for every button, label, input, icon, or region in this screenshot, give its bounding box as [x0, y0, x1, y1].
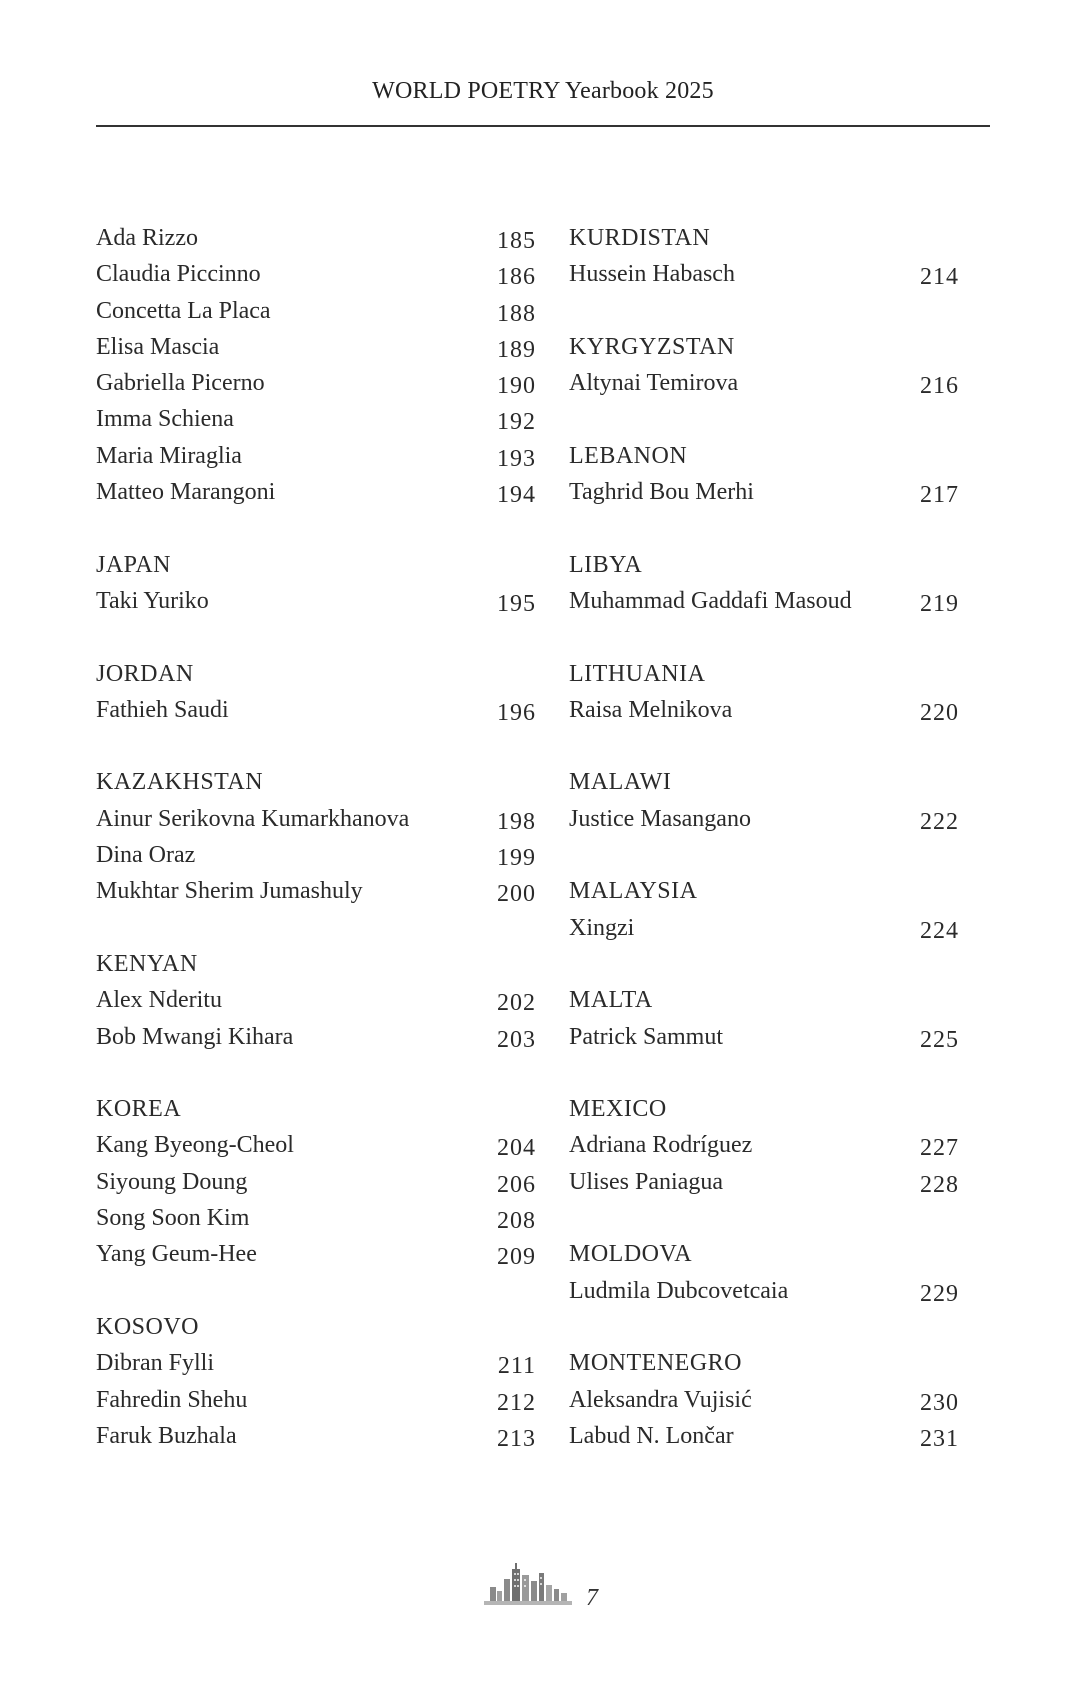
toc-entry — [96, 1382, 536, 1418]
page-ref: 190 — [497, 373, 536, 400]
toc-entry — [96, 365, 536, 401]
page-ref: 209 — [497, 1244, 536, 1271]
country-heading — [96, 656, 536, 692]
toc-entry — [96, 982, 536, 1018]
poet-name: Ludmila Dubcovetcaia — [569, 1277, 789, 1304]
poet-name: Taki Yuriko — [96, 587, 209, 614]
country-name: LEBANON — [569, 442, 688, 469]
spacer — [569, 946, 959, 982]
poet-name: Raisa Melnikova — [569, 696, 733, 723]
spacer — [569, 1200, 959, 1236]
page-ref: 204 — [497, 1135, 536, 1162]
page-ref: 192 — [497, 409, 536, 436]
toc-entry — [569, 583, 959, 619]
poet-name: Mukhtar Sherim Jumashuly — [96, 878, 363, 905]
page-ref: 217 — [920, 482, 959, 509]
page-ref: 225 — [920, 1026, 959, 1053]
toc-entry — [569, 692, 959, 728]
poet-name: Gabriella Picerno — [96, 370, 265, 397]
poet-name: Xingzi — [569, 914, 635, 941]
spacer — [569, 1309, 959, 1345]
poet-name: Aleksandra Vujisić — [569, 1386, 752, 1413]
poet-name: Matteo Marangoni — [96, 479, 276, 506]
spacer — [569, 510, 959, 546]
country-name: MONTENEGRO — [569, 1350, 742, 1377]
poet-name: Kang Byeong-Cheol — [96, 1132, 294, 1159]
page-ref: 214 — [920, 264, 959, 291]
page-ref: 219 — [920, 590, 959, 617]
page-number: 7 — [586, 1585, 598, 1611]
page-ref: 230 — [920, 1389, 959, 1416]
page-footer — [482, 1555, 612, 1625]
page-ref: 199 — [497, 845, 536, 872]
poet-name: Ada Rizzo — [96, 225, 198, 251]
toc-entry — [569, 801, 959, 837]
country-name: KYRGYZSTAN — [569, 333, 735, 360]
page-ref: 194 — [497, 482, 536, 509]
toc-entry — [96, 220, 536, 256]
toc-entry — [96, 583, 536, 619]
country-heading — [569, 1091, 959, 1127]
page-ref: 216 — [920, 373, 959, 400]
page-ref: 208 — [497, 1208, 536, 1235]
toc-entry — [569, 1164, 959, 1200]
spacer — [96, 619, 536, 655]
poet-name: Maria Miraglia — [96, 442, 242, 469]
country-heading — [569, 329, 959, 365]
page-ref: 228 — [920, 1171, 959, 1198]
country-heading — [96, 1309, 536, 1345]
toc-left-column — [96, 220, 536, 1454]
country-name: KURDISTAN — [569, 225, 711, 251]
country-heading — [569, 873, 959, 909]
page-ref: 211 — [497, 1353, 536, 1380]
header-rule — [96, 125, 990, 127]
country-name: MOLDOVA — [569, 1241, 693, 1268]
page-ref: 202 — [497, 990, 536, 1017]
poet-name: Labud N. Lončar — [569, 1422, 734, 1449]
toc-entry — [569, 1418, 959, 1454]
country-name: MALAWI — [569, 769, 672, 796]
page-ref: 229 — [920, 1280, 959, 1307]
poet-name: Yang Geum-Hee — [96, 1241, 257, 1268]
country-heading — [569, 764, 959, 800]
page-ref: 198 — [497, 808, 536, 835]
toc-entry — [569, 1019, 959, 1055]
country-heading — [569, 1345, 959, 1381]
toc-entry — [569, 1127, 959, 1163]
spacer — [569, 728, 959, 764]
page-ref: 213 — [497, 1425, 536, 1452]
toc-entry — [569, 910, 959, 946]
poet-name: Alex Nderitu — [96, 987, 222, 1014]
poet-name: Elisa Mascia — [96, 333, 220, 360]
poet-name: Adriana Rodríguez — [569, 1132, 753, 1159]
poet-name: Concetta La Placa — [96, 297, 271, 324]
poet-name: Altynai Temirova — [569, 370, 739, 397]
country-heading — [96, 946, 536, 982]
country-heading — [96, 547, 536, 583]
poet-name: Hussein Habasch — [569, 261, 735, 288]
page-ref: 185 — [497, 228, 536, 254]
toc-entry — [569, 1382, 959, 1418]
poet-name: Claudia Piccinno — [96, 261, 261, 288]
page-ref: 224 — [920, 917, 959, 944]
toc-entry — [96, 1345, 536, 1381]
toc-entry — [96, 438, 536, 474]
toc-entry — [96, 1019, 536, 1055]
toc-entry — [96, 1418, 536, 1454]
country-heading — [96, 1091, 536, 1127]
country-name: KOSOVO — [96, 1313, 200, 1340]
toc-entry — [569, 1273, 959, 1309]
poet-name: Muhammad Gaddafi Masoud — [569, 587, 852, 614]
running-header: WORLD POETRY Yearbook 2025 — [372, 78, 714, 104]
poet-name: Ainur Serikovna Kumarkhanova — [96, 805, 410, 832]
country-heading — [569, 438, 959, 474]
toc-entry — [569, 474, 959, 510]
country-name: JAPAN — [96, 551, 171, 578]
page-ref: 227 — [920, 1135, 959, 1162]
toc-entry — [96, 474, 536, 510]
poet-name: Patrick Sammut — [569, 1023, 723, 1050]
country-name: LITHUANIA — [569, 660, 706, 687]
page-ref: 188 — [497, 300, 536, 327]
country-name: MEXICO — [569, 1096, 667, 1123]
country-heading — [569, 656, 959, 692]
country-heading — [569, 547, 959, 583]
toc-entry — [96, 837, 536, 873]
toc-entry — [96, 1127, 536, 1163]
spacer — [96, 510, 536, 546]
toc-entry — [96, 873, 536, 909]
poet-name: Song Soon Kim — [96, 1205, 250, 1232]
spacer — [96, 1273, 536, 1309]
poet-name: Bob Mwangi Kihara — [96, 1023, 294, 1050]
poet-name: Ulises Paniagua — [569, 1168, 723, 1195]
country-name: MALTA — [569, 987, 653, 1014]
page-ref: 189 — [497, 336, 536, 363]
page-ref: 196 — [497, 699, 536, 726]
country-name: KAZAKHSTAN — [96, 769, 264, 796]
page-ref: 222 — [920, 808, 959, 835]
toc-entry — [96, 801, 536, 837]
spacer — [96, 728, 536, 764]
page-ref: 220 — [920, 699, 959, 726]
toc-entry — [96, 256, 536, 292]
page-ref: 212 — [497, 1389, 536, 1416]
spacer — [569, 619, 959, 655]
page-ref: 193 — [497, 445, 536, 472]
poet-name: Siyoung Doung — [96, 1168, 248, 1195]
spacer — [96, 1055, 536, 1091]
page-ref: 195 — [497, 590, 536, 617]
page-ref: 203 — [497, 1026, 536, 1053]
toc-entry — [96, 1164, 536, 1200]
country-heading — [569, 220, 959, 256]
page-ref: 186 — [497, 264, 536, 291]
country-heading — [569, 982, 959, 1018]
spacer — [569, 293, 959, 329]
spacer — [569, 837, 959, 873]
toc-entry — [96, 293, 536, 329]
poet-name: Imma Schiena — [96, 406, 234, 433]
toc-entry — [96, 1200, 536, 1236]
toc-entry — [96, 692, 536, 728]
poet-name: Fahredin Shehu — [96, 1386, 248, 1413]
country-name: KENYAN — [96, 950, 198, 977]
poet-name: Fathieh Saudi — [96, 696, 229, 723]
poet-name: Taghrid Bou Merhi — [569, 479, 754, 506]
toc-right-column — [569, 220, 959, 1454]
toc-entry — [569, 365, 959, 401]
country-name: LIBYA — [569, 551, 643, 578]
page-ref: 206 — [497, 1171, 536, 1198]
spacer — [96, 910, 536, 946]
page-ref: 200 — [497, 881, 536, 908]
toc-entry — [96, 1236, 536, 1272]
country-name: KOREA — [96, 1096, 182, 1123]
poet-name: Dina Oraz — [96, 842, 196, 869]
country-name: JORDAN — [96, 660, 194, 687]
poet-name: Faruk Buzhala — [96, 1422, 237, 1449]
country-heading — [569, 1236, 959, 1272]
toc-entry — [96, 401, 536, 437]
page-ref: 231 — [920, 1425, 959, 1452]
spacer — [569, 1055, 959, 1091]
toc-entry — [569, 256, 959, 292]
poet-name: Justice Masangano — [569, 805, 751, 832]
country-name: MALAYSIA — [569, 878, 698, 905]
city-skyline-icon — [482, 1563, 574, 1611]
country-heading — [96, 764, 536, 800]
spacer — [569, 401, 959, 437]
poet-name: Dibran Fylli — [96, 1350, 214, 1377]
toc-entry — [96, 329, 536, 365]
